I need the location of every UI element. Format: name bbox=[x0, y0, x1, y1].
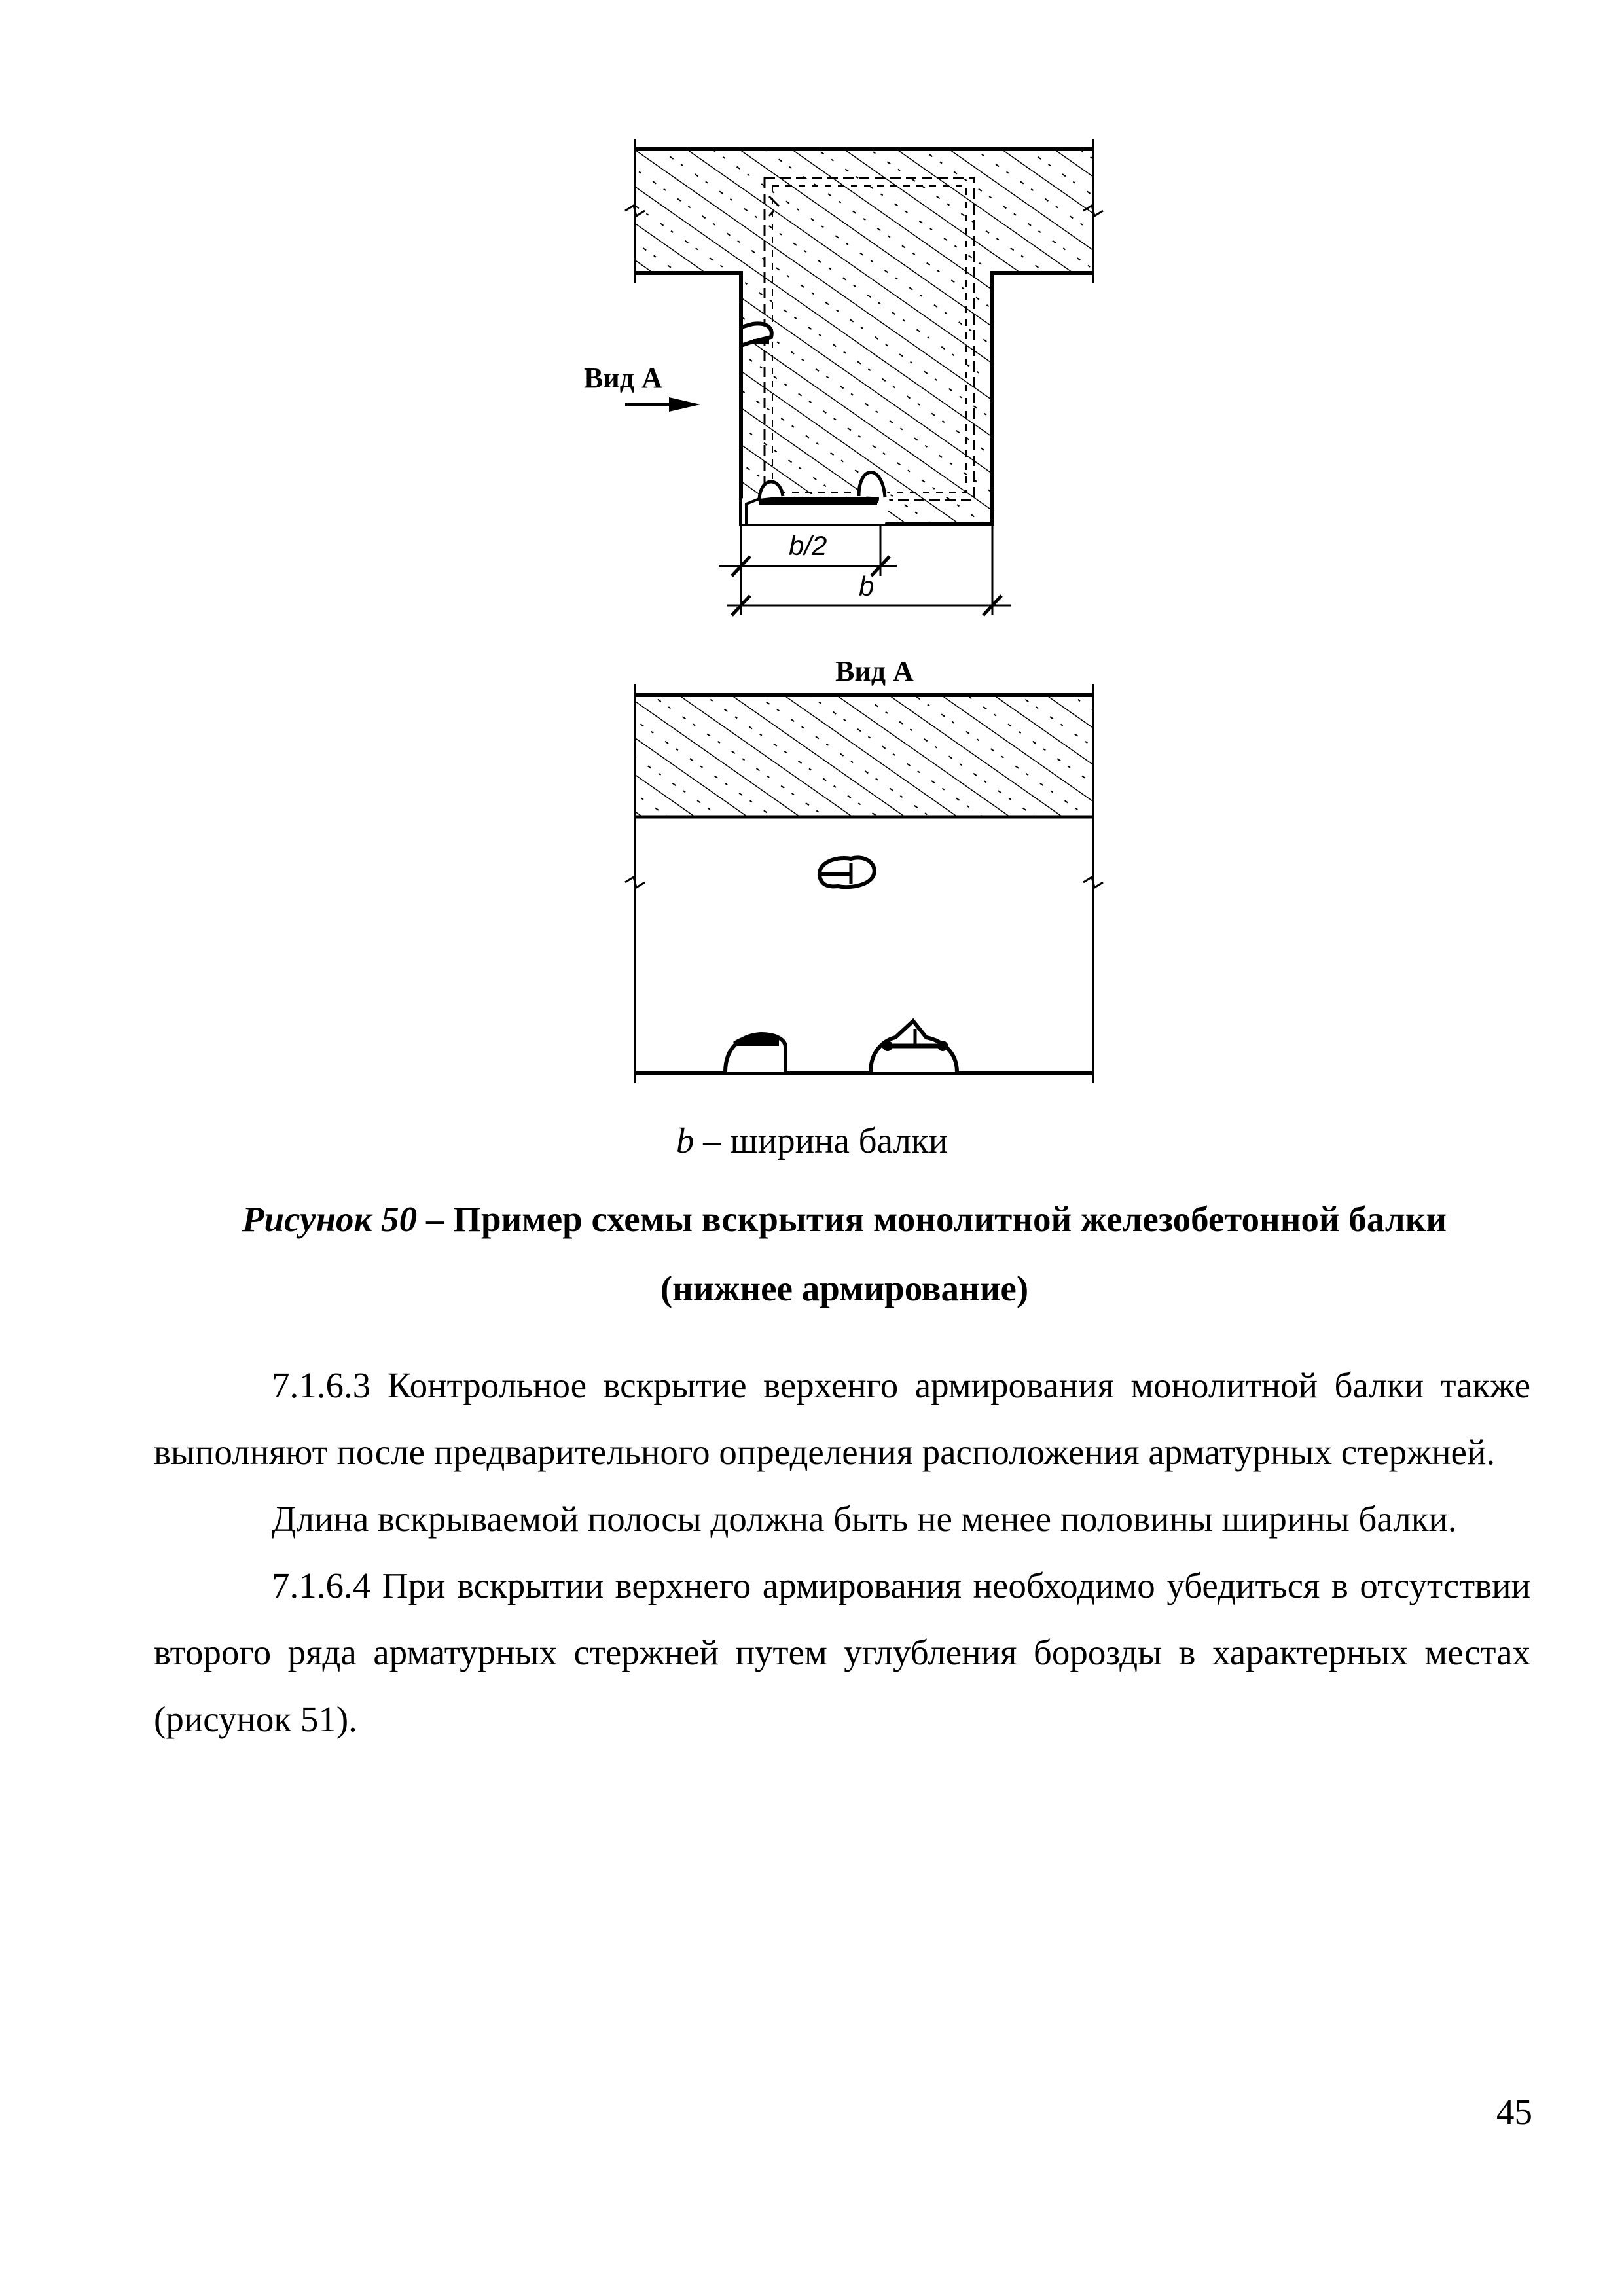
view-a-indicator bbox=[584, 362, 700, 412]
figure-caption bbox=[157, 1185, 1532, 1323]
view-a-label: Вид А bbox=[584, 362, 662, 394]
dim-width-label: b bbox=[859, 571, 875, 601]
side-opening-view-a bbox=[820, 857, 875, 887]
beam-opening-figure bbox=[0, 0, 1624, 1113]
paragraph: Длина вскрываемой полосы должна быть не менее половины ширины балки. bbox=[272, 1499, 1457, 1539]
dimension-lines bbox=[719, 524, 1011, 615]
bottom-openings-view-a bbox=[725, 1021, 957, 1072]
caption-prefix: Рисунок 50 bbox=[242, 1199, 418, 1239]
page-number: 45 bbox=[1496, 2092, 1532, 2132]
legend-symbol: b bbox=[676, 1121, 695, 1160]
caption-line-2: (нижнее армирование) bbox=[660, 1268, 1029, 1308]
dim-half-width-label: b/2 bbox=[789, 530, 827, 561]
t-beam-cross-section bbox=[625, 139, 1103, 524]
side-opening bbox=[741, 323, 772, 346]
legend-text: – ширина балки bbox=[694, 1121, 948, 1160]
paragraph: 7.1.6.4 При вскрытии верхнего армирования необходимо убедиться в отсутствии второго ряда арматурных стержней путем углубления борозды в характерных местах (рисунок 51). bbox=[154, 1566, 1530, 1739]
figure-legend bbox=[0, 1118, 1624, 1164]
caption-line-1 bbox=[157, 1185, 1532, 1254]
body-text bbox=[154, 1352, 1530, 1753]
caption-title: – Пример схемы вскрытия монолитной железобетонной балки bbox=[417, 1199, 1447, 1239]
view-a-title: Вид А bbox=[835, 655, 914, 687]
paragraph: 7.1.6.3 Контрольное вскрытие верхенго армирования монолитной балки также выполняют после предварительного определения расположения арматурных стержней. bbox=[154, 1365, 1530, 1472]
